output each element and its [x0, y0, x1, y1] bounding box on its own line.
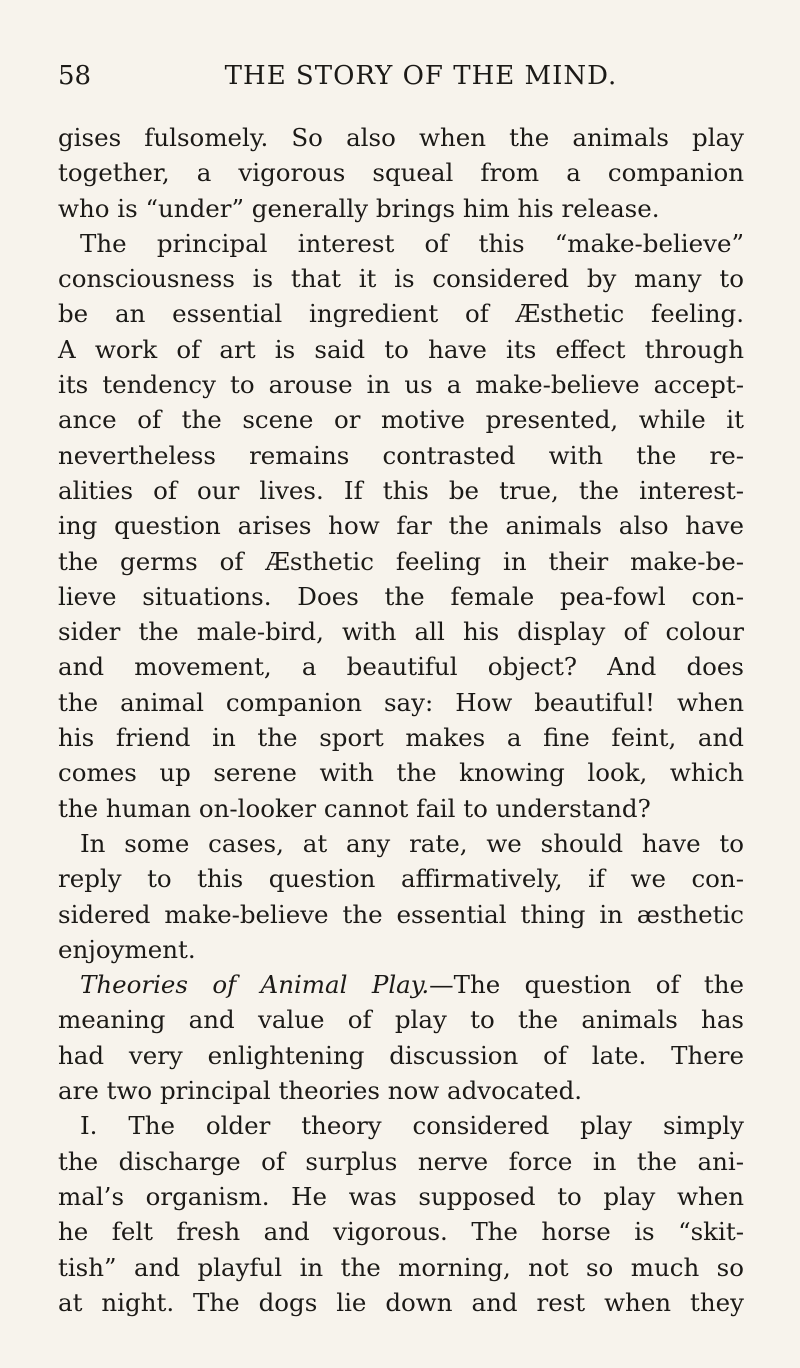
text-line: A work of art is said to have its effect through: [58, 334, 744, 364]
text-line: the animal companion say: How beautiful! when: [58, 687, 744, 717]
text-line: gises fulsomely. So also when the animals play: [58, 123, 744, 152]
text-line: nevertheless remains contrasted with the re-: [58, 440, 744, 470]
text-line: I. The older theory considered play simply: [80, 1111, 744, 1141]
text-line: lieve situations. Does the female pea-fowl con-: [58, 581, 744, 611]
text-line: ing question arises how far the animals also have: [58, 511, 744, 541]
text-line: the discharge of surplus nerve force in the ani-: [58, 1146, 744, 1176]
text-line: In some cases, at any rate, we should have to: [80, 828, 744, 858]
text-line: his friend in the sport makes a fine feint, and: [58, 723, 744, 753]
section-heading: Theories of Animal Play.: [80, 970, 430, 1000]
text-line: together, a vigorous squeal from a companion: [58, 158, 744, 188]
text-line: comes up serene with the knowing look, which: [58, 758, 744, 788]
text-line: The principal interest of this “make-believe”: [80, 228, 744, 258]
text-line: reply to this question affirmatively, if we con-: [58, 864, 744, 894]
text-line: the human on-looker cannot fail to understand?: [58, 793, 651, 823]
text-line: are two principal theories now advocated.: [58, 1076, 583, 1106]
text-line: the germs of Æsthetic feeling in their make-be-: [58, 546, 744, 576]
text-line: consciousness is that it is considered by many to: [58, 264, 744, 294]
text-line: tish” and playful in the morning, not so much so: [58, 1252, 744, 1282]
text-line: its tendency to arouse in us a make-believe accept-: [58, 370, 744, 400]
text-line: at night. The dogs lie down and rest when they: [58, 1287, 744, 1317]
text-line: sidered make-believe the essential thing in æsthetic: [58, 899, 744, 929]
page-number: 58: [58, 61, 92, 91]
text-line: who is “under” generally brings him his release.: [58, 193, 660, 223]
section-first-line-rest: —The question of the: [429, 970, 744, 1000]
text-line: be an essential ingredient of Æsthetic feeling.: [58, 299, 744, 329]
text-line: and movement, a beautiful object? And does: [58, 652, 744, 682]
text-line: enjoyment.: [58, 934, 196, 964]
text-line: he felt fresh and vigorous. The horse is “skit-: [58, 1217, 744, 1247]
text-line: sider the male-bird, with all his display of colour: [58, 617, 744, 647]
text-line: mal’s organism. He was supposed to play when: [58, 1181, 744, 1211]
body-text: [58, 120, 744, 1320]
text-line: had very enlightening discussion of late. There: [58, 1040, 744, 1070]
section-first-line: [58, 967, 744, 1002]
book-page: [58, 52, 744, 1320]
running-head: [58, 52, 744, 100]
text-line: ance of the scene or motive presented, while it: [58, 405, 744, 435]
text-line: alities of our lives. If this be true, the interest-: [58, 475, 744, 505]
text-line: meaning and value of play to the animals has: [58, 1005, 744, 1035]
running-title: THE STORY OF THE MIND.: [224, 61, 618, 91]
